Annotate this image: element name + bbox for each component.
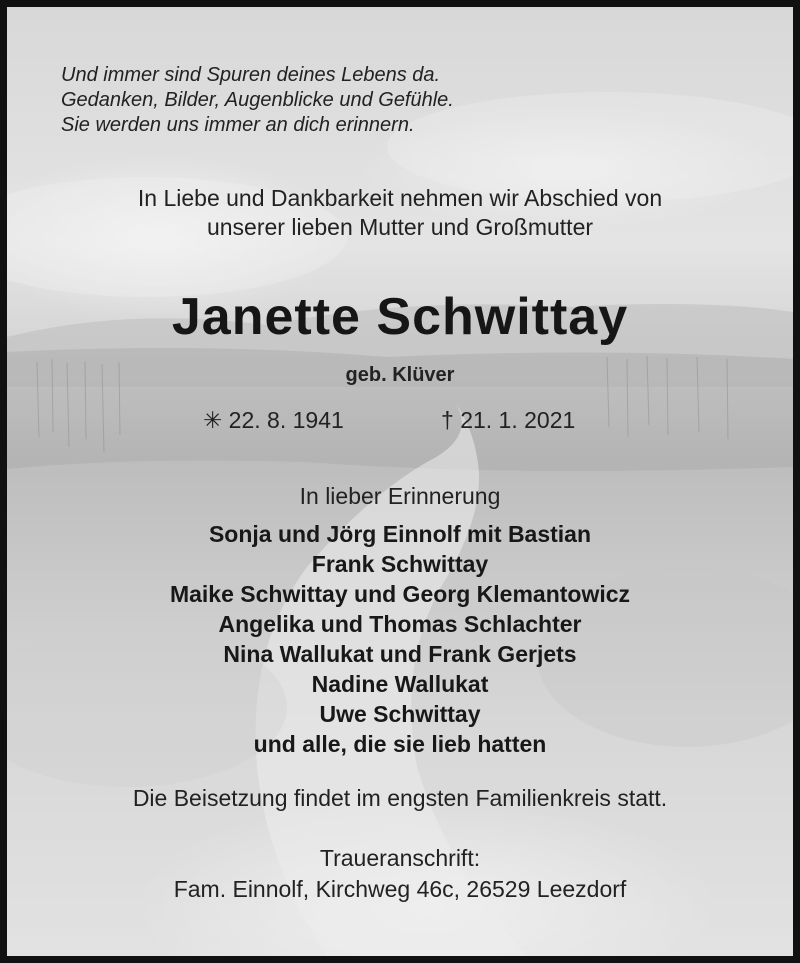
address-line: Fam. Einnolf, Kirchweg 46c, 26529 Leezdorf — [173, 876, 627, 902]
birth-date-value: 22. 8. 1941 — [228, 407, 344, 433]
mourning-address — [7, 843, 793, 905]
mourner-line: und alle, die sie lieb hatten — [253, 731, 547, 757]
death-date — [441, 407, 575, 434]
memory-heading: In lieber Erinnerung — [299, 483, 501, 509]
intro-line: unserer lieben Mutter und Großmutter — [206, 214, 594, 240]
address-label: Traueranschrift: — [319, 845, 481, 871]
intro-line: In Liebe und Dankbarkeit nehmen wir Abschied von — [137, 185, 663, 211]
life-dates — [7, 407, 793, 441]
mourner-line: Maike Schwittay und Georg Klemantowicz — [169, 581, 631, 607]
birth-star-icon: ✳ — [203, 407, 223, 433]
poem-line: Sie werden uns immer an dich erinnern. — [61, 114, 415, 136]
mourner-line: Frank Schwittay — [311, 551, 489, 577]
birth-date — [203, 407, 344, 434]
mourners-list — [7, 519, 793, 759]
death-cross-icon: † — [441, 407, 454, 433]
mourner-line: Angelika und Thomas Schlachter — [218, 611, 582, 637]
obituary-notice — [7, 7, 793, 956]
mourner-line: Uwe Schwittay — [319, 701, 481, 727]
maiden-name: geb. Klüver — [345, 364, 455, 386]
mourner-line: Nadine Wallukat — [311, 671, 489, 697]
poem-line: Und immer sind Spuren deines Lebens da. — [61, 64, 441, 86]
poem-line: Gedanken, Bilder, Augenblicke und Gefühle. — [61, 89, 454, 111]
death-date-value: 21. 1. 2021 — [460, 407, 576, 433]
deceased-name: Janette Schwittay — [171, 288, 629, 346]
burial-note: Die Beisetzung findet im engsten Familienkreis statt. — [132, 785, 668, 811]
mourner-line: Nina Wallukat und Frank Gerjets — [223, 641, 577, 667]
farewell-intro — [7, 184, 793, 242]
poem-quote — [61, 63, 454, 138]
mourner-line: Sonja und Jörg Einnolf mit Bastian — [208, 521, 592, 547]
